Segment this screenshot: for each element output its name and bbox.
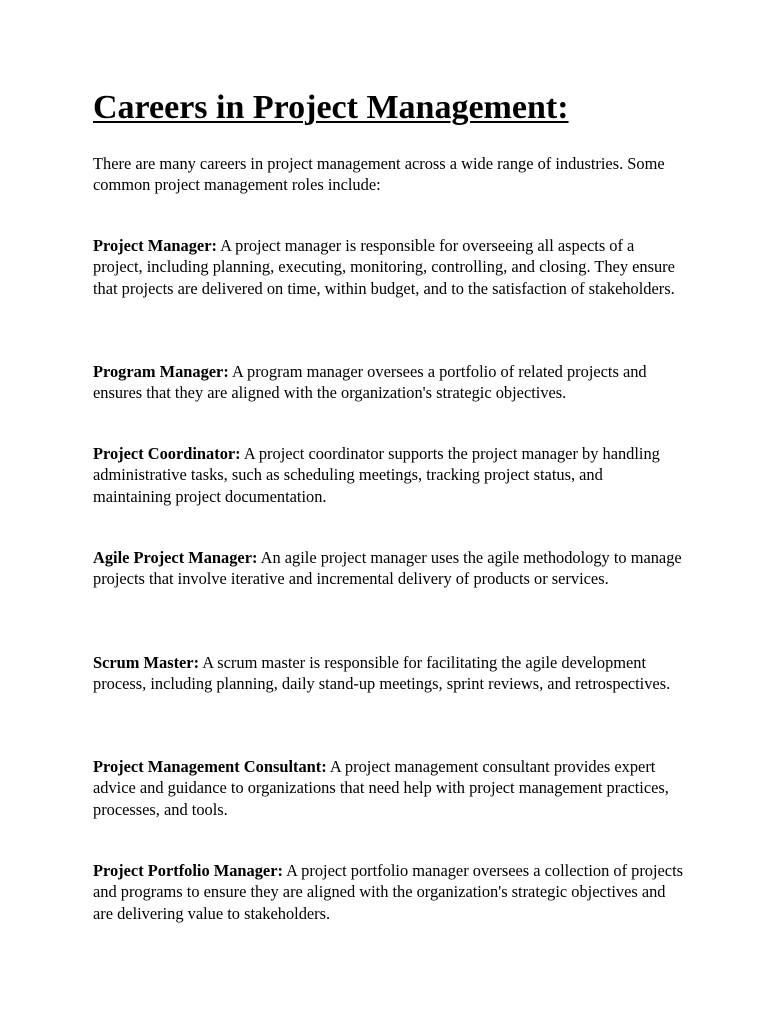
role-entry-scrum-master (93, 652, 683, 695)
role-entry-agile-project-manager (93, 547, 683, 590)
role-term: Agile Project Manager: (93, 548, 258, 567)
role-description: A project coordinator supports the project manager by handling administrative tasks, such as scheduling meetings, tracking project status, and maintaining project documentation. (93, 444, 660, 506)
role-term: Scrum Master: (93, 653, 200, 672)
role-term: Project Management Consultant: (93, 757, 327, 776)
role-term: Project Manager: (93, 236, 217, 255)
role-description: An agile project manager uses the agile methodology to manage projects that involve iterative and incremental delivery of products or services. (93, 548, 682, 589)
role-description: A project management consultant provides expert advice and guidance to organizations that need help with project management practices, processes, and tools. (93, 757, 669, 819)
role-entry-project-management-consultant (93, 756, 683, 820)
role-description: A program manager oversees a portfolio of related projects and ensures that they are aligned with the organization's strategic objectives. (93, 362, 647, 403)
role-entry-project-portfolio-manager (93, 860, 683, 924)
role-description: A project manager is responsible for overseeing all aspects of a project, including planning, executing, monitoring, controlling, and closing. They ensure that projects are delivered on time, within budget, and to the satisfaction of stakeholders. (93, 236, 675, 298)
role-description: A scrum master is responsible for facilitating the agile development process, including planning, daily stand-up meetings, sprint reviews, and retrospectives. (93, 653, 671, 694)
page-title: Careers in Project Management: (93, 89, 569, 126)
role-entry-project-manager (93, 235, 683, 299)
role-description: A project portfolio manager oversees a collection of projects and programs to ensure they are aligned with the organization's strategic objectives and are delivering value to stakeholders. (93, 861, 684, 923)
intro-paragraph: There are many careers in project management across a wide range of industries. Some common project management roles include: (93, 154, 665, 195)
role-term: Project Coordinator: (93, 444, 241, 463)
role-term: Program Manager: (93, 362, 229, 381)
role-entry-program-manager (93, 361, 683, 404)
role-term: Project Portfolio Manager: (93, 861, 283, 880)
role-entry-project-coordinator (93, 443, 683, 507)
